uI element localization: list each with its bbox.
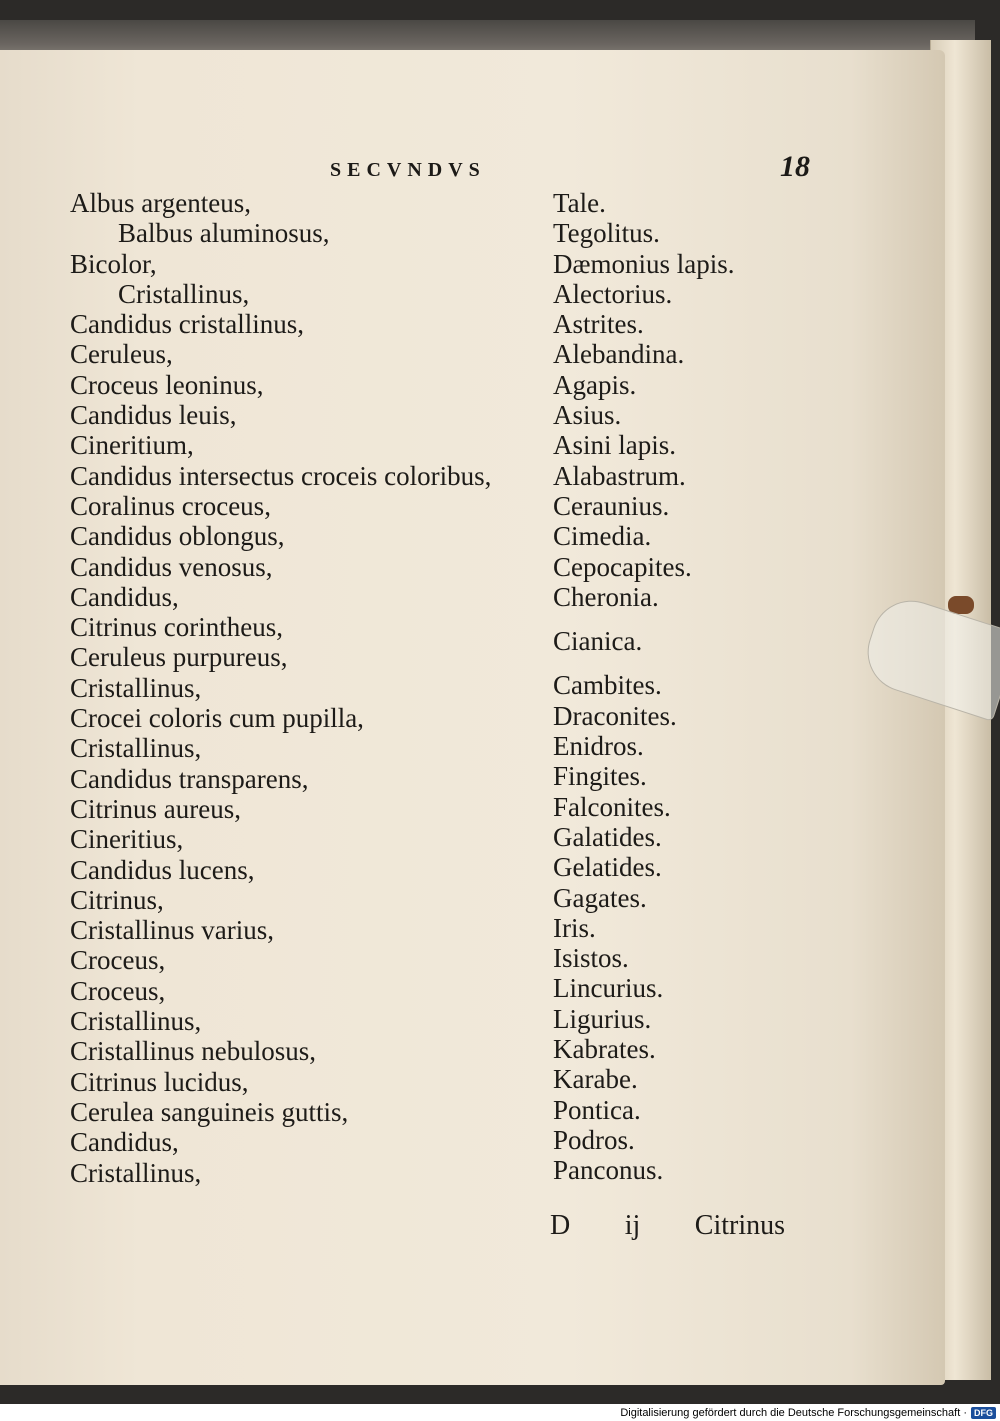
left-entry: Cristallinus varius, bbox=[70, 915, 274, 946]
left-entry: Cristallinus, bbox=[70, 1006, 202, 1037]
right-entry: Alebandina. bbox=[553, 339, 685, 370]
left-entry: Bicolor, bbox=[70, 248, 157, 279]
left-entry: Candidus, bbox=[70, 581, 179, 612]
left-entry: Cineritium, bbox=[70, 430, 194, 461]
right-entry: Tale. bbox=[553, 188, 606, 218]
left-entry: Candidus, bbox=[70, 1127, 179, 1158]
left-entry: Croceus, bbox=[70, 945, 166, 976]
right-entry: Asini lapis. bbox=[553, 430, 677, 461]
page-header bbox=[330, 150, 810, 184]
credit-text: Digitalisierung gefördert durch die Deutsche Forschungsgemeinschaft · bbox=[620, 1406, 967, 1419]
left-entry: Candidus transparens, bbox=[70, 763, 309, 794]
catchword: Citrinus bbox=[694, 1210, 785, 1241]
right-entry: Podros. bbox=[553, 1124, 635, 1155]
left-entry: Cristallinus nebulosus, bbox=[70, 1036, 317, 1067]
right-entry: Kabrates. bbox=[553, 1034, 656, 1065]
left-entry: Cristallinus, bbox=[70, 733, 202, 764]
credit-bar bbox=[0, 1404, 1000, 1421]
right-entry: Iris. bbox=[553, 912, 596, 943]
dfg-logo: DFG bbox=[971, 1407, 996, 1419]
left-entry: Crocei coloris cum pupilla, bbox=[70, 703, 364, 734]
left-entry: Cristallinus, bbox=[70, 1157, 202, 1188]
signature-number: ij bbox=[624, 1210, 641, 1241]
right-entry: Ligurius. bbox=[553, 1003, 652, 1034]
right-entry: Tegolitus. bbox=[553, 218, 660, 249]
left-entry: Ceruleus purpureus, bbox=[70, 642, 288, 673]
page-number: 18 bbox=[780, 150, 810, 183]
left-entry: Cineritius, bbox=[70, 824, 184, 855]
left-entry: Cristallinus, bbox=[118, 278, 250, 309]
right-entry: Cambites. bbox=[553, 670, 662, 701]
left-entry: Candidus oblongus, bbox=[70, 521, 285, 552]
left-entry: Croceus leoninus, bbox=[70, 369, 264, 400]
page-footer bbox=[550, 1210, 785, 1242]
right-entry: Falconites. bbox=[553, 791, 671, 822]
left-entry: Candidus intersectus croceis coloribus, bbox=[70, 460, 492, 491]
left-entry: Cerulea sanguineis guttis, bbox=[70, 1096, 349, 1127]
left-entry: Citrinus lucidus, bbox=[70, 1066, 249, 1097]
right-column bbox=[553, 188, 793, 1186]
right-entry: Ceraunius. bbox=[553, 490, 670, 521]
right-entry: Pontica. bbox=[553, 1094, 641, 1125]
right-entry: Cheronia. bbox=[553, 581, 659, 612]
right-entry: Draconites. bbox=[553, 700, 677, 731]
left-entry: Cristallinus, bbox=[70, 672, 202, 703]
right-entry: Cimedia. bbox=[553, 521, 652, 552]
left-entry: Candidus lucens, bbox=[70, 854, 255, 885]
left-entry: Balbus aluminosus, bbox=[118, 218, 330, 249]
running-head: SECVNDVS bbox=[330, 159, 486, 181]
left-entry: Citrinus aureus, bbox=[70, 793, 241, 824]
left-entry: Albus argenteus, bbox=[70, 188, 251, 218]
left-column bbox=[70, 188, 590, 1188]
right-entry: Isistos. bbox=[553, 943, 629, 974]
left-entry: Candidus cristallinus, bbox=[70, 309, 304, 340]
right-entry: Dæmonius lapis. bbox=[553, 248, 735, 279]
left-entry: Citrinus, bbox=[70, 884, 164, 915]
signature-mark: D bbox=[550, 1210, 571, 1241]
right-entry: Alabastrum. bbox=[553, 460, 686, 491]
left-entry: Ceruleus, bbox=[70, 339, 173, 370]
right-entry: Cepocapites. bbox=[553, 551, 692, 582]
right-entry: Alectorius. bbox=[553, 278, 673, 309]
right-entry: Agapis. bbox=[553, 369, 637, 400]
right-entry: Galatides. bbox=[553, 821, 662, 852]
left-entry: Croceus, bbox=[70, 975, 166, 1006]
right-entry: Cianica. bbox=[553, 626, 643, 657]
left-entry: Coralinus croceus, bbox=[70, 490, 271, 521]
right-entry: Panconus. bbox=[553, 1155, 664, 1186]
left-entry: Citrinus corintheus, bbox=[70, 612, 283, 643]
right-entry: Astrites. bbox=[553, 309, 644, 340]
right-entry: Gelatides. bbox=[553, 852, 662, 883]
right-entry: Lincurius. bbox=[553, 973, 664, 1004]
left-entry: Candidus leuis, bbox=[70, 400, 237, 431]
right-entry: Enidros. bbox=[553, 731, 644, 762]
right-entry: Gagates. bbox=[553, 882, 647, 913]
left-entry: Candidus venosus, bbox=[70, 551, 273, 582]
right-entry: Karabe. bbox=[553, 1064, 638, 1095]
right-entry: Asius. bbox=[553, 400, 622, 431]
right-entry: Fingites. bbox=[553, 761, 647, 792]
